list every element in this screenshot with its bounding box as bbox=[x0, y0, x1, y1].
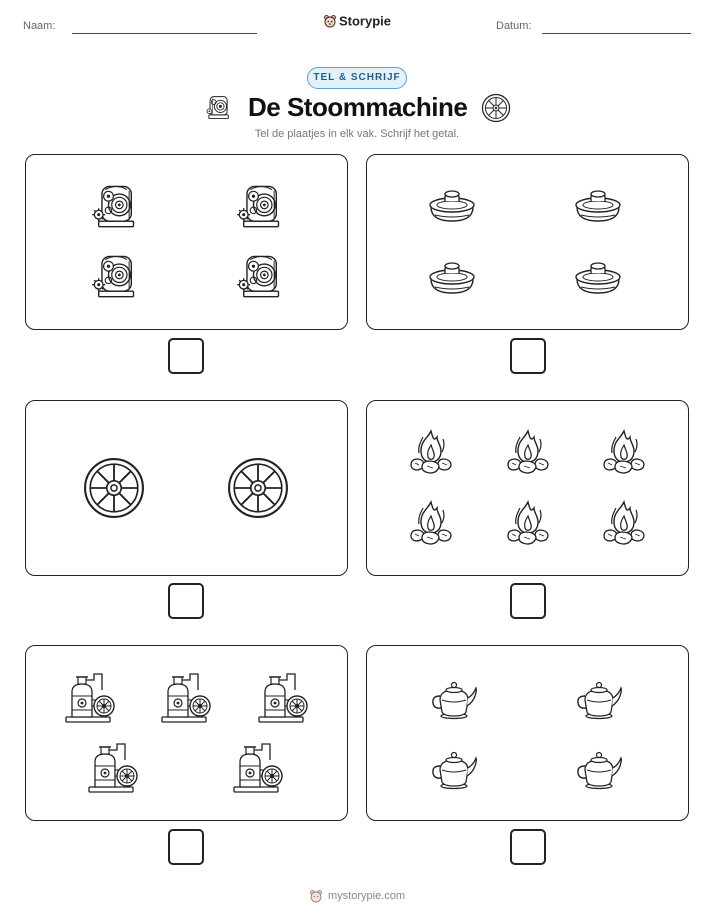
steam-engine-icon bbox=[64, 670, 116, 724]
teapot-icon bbox=[575, 678, 625, 720]
name-field[interactable] bbox=[72, 33, 257, 34]
answer-box-1[interactable] bbox=[168, 338, 204, 374]
answer-box-4[interactable] bbox=[510, 583, 546, 619]
date-label: Datum: bbox=[496, 20, 532, 32]
count-card-4 bbox=[366, 400, 689, 576]
count-card-2 bbox=[366, 154, 689, 330]
teapot-icon bbox=[575, 748, 625, 790]
boiler-lid-icon bbox=[573, 183, 623, 227]
brand-name: Storypie bbox=[338, 13, 391, 29]
brand-logo bbox=[0, 12, 714, 30]
steam-engine-icon bbox=[160, 670, 212, 724]
fire-coal-icon bbox=[504, 427, 552, 475]
answer-box-6[interactable] bbox=[510, 829, 546, 865]
count-card-1 bbox=[25, 154, 348, 330]
teapot-icon bbox=[430, 678, 480, 720]
wheel-icon bbox=[481, 93, 511, 123]
footer-url: mystorypie.com bbox=[328, 889, 406, 902]
answer-box-3[interactable] bbox=[168, 583, 204, 619]
instructions: Tel de plaatjes in elk vak. Schrijf het getal. bbox=[254, 128, 460, 140]
date-field[interactable] bbox=[542, 33, 691, 34]
answer-box-5[interactable] bbox=[168, 829, 204, 865]
steam-engine-icon bbox=[87, 740, 139, 794]
fire-coal-icon bbox=[600, 498, 648, 546]
boiler-lid-icon bbox=[427, 183, 477, 227]
boiler-lid-icon bbox=[427, 255, 477, 299]
count-card-6 bbox=[366, 645, 689, 821]
teapot-icon bbox=[430, 748, 480, 790]
gear-machine-icon bbox=[235, 251, 285, 301]
wheel-icon bbox=[227, 457, 289, 519]
fire-coal-icon bbox=[504, 498, 552, 546]
name-label: Naam: bbox=[23, 20, 56, 32]
mascot-icon bbox=[309, 889, 323, 903]
mascot-icon bbox=[323, 14, 337, 28]
gear-machine-icon bbox=[204, 93, 232, 121]
activity-badge: TEL & SCHRIJF bbox=[307, 67, 407, 89]
count-card-5 bbox=[25, 645, 348, 821]
page-title: De Stoommachine bbox=[248, 92, 468, 122]
boiler-lid-icon bbox=[573, 255, 623, 299]
fire-coal-icon bbox=[407, 498, 455, 546]
steam-engine-icon bbox=[232, 740, 284, 794]
gear-machine-icon bbox=[90, 181, 140, 231]
steam-engine-icon bbox=[257, 670, 309, 724]
count-card-3 bbox=[25, 400, 348, 576]
footer bbox=[0, 889, 714, 903]
answer-box-2[interactable] bbox=[510, 338, 546, 374]
gear-machine-icon bbox=[235, 181, 285, 231]
wheel-icon bbox=[83, 457, 145, 519]
title-row bbox=[0, 90, 714, 126]
fire-coal-icon bbox=[600, 427, 648, 475]
gear-machine-icon bbox=[90, 251, 140, 301]
fire-coal-icon bbox=[407, 427, 455, 475]
